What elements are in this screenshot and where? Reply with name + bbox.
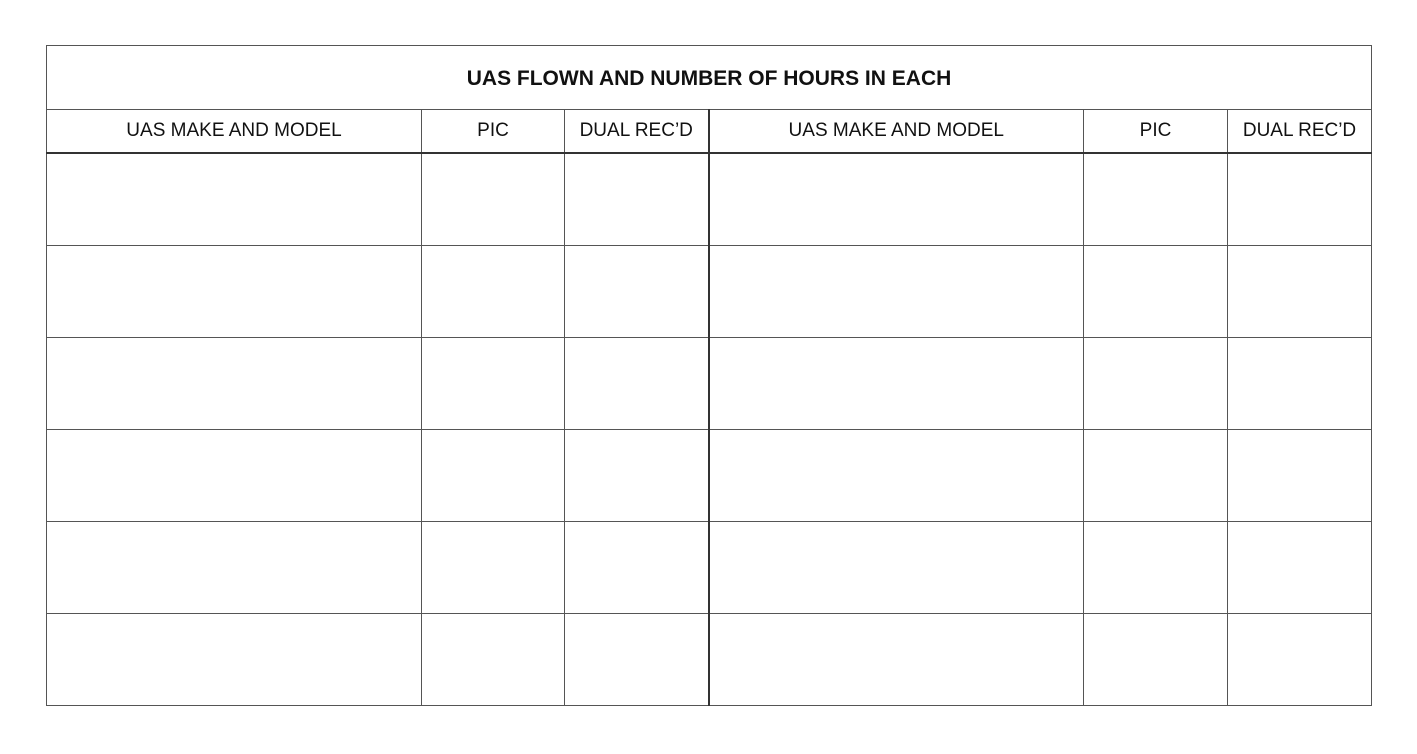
dual-recd-cell[interactable] (565, 338, 709, 430)
table-row (47, 153, 1372, 246)
uas-make-model-cell[interactable] (709, 614, 1084, 706)
uas-make-model-cell[interactable] (47, 430, 422, 522)
pic-cell[interactable] (422, 430, 565, 522)
uas-make-model-cell[interactable] (47, 246, 422, 338)
uas-make-model-cell[interactable] (47, 522, 422, 614)
pic-cell[interactable] (422, 246, 565, 338)
table-row (47, 430, 1372, 522)
uas-make-model-cell[interactable] (709, 246, 1084, 338)
column-header-pic-left: PIC (422, 110, 565, 154)
dual-recd-cell[interactable] (1228, 153, 1372, 246)
uas-hours-table (46, 45, 1372, 706)
dual-recd-cell[interactable] (1228, 430, 1372, 522)
pic-cell[interactable] (422, 153, 565, 246)
pic-cell[interactable] (1084, 153, 1228, 246)
pic-cell[interactable] (1084, 614, 1228, 706)
dual-recd-cell[interactable] (565, 153, 709, 246)
dual-recd-cell[interactable] (1228, 522, 1372, 614)
table-row (47, 614, 1372, 706)
uas-make-model-cell[interactable] (709, 153, 1084, 246)
column-header-pic-right: PIC (1084, 110, 1228, 154)
pic-cell[interactable] (422, 614, 565, 706)
table-title: UAS FLOWN AND NUMBER OF HOURS IN EACH (47, 46, 1372, 110)
pic-cell[interactable] (1084, 430, 1228, 522)
header-row (47, 110, 1372, 154)
uas-make-model-cell[interactable] (47, 153, 422, 246)
uas-make-model-cell[interactable] (709, 522, 1084, 614)
pic-cell[interactable] (1084, 338, 1228, 430)
dual-recd-cell[interactable] (1228, 338, 1372, 430)
pic-cell[interactable] (422, 522, 565, 614)
table-row (47, 522, 1372, 614)
column-header-uas-make-model-left: UAS MAKE AND MODEL (47, 110, 422, 154)
dual-recd-cell[interactable] (565, 522, 709, 614)
uas-make-model-cell[interactable] (709, 430, 1084, 522)
uas-make-model-cell[interactable] (47, 614, 422, 706)
dual-recd-cell[interactable] (565, 246, 709, 338)
pic-cell[interactable] (1084, 522, 1228, 614)
uas-make-model-cell[interactable] (47, 338, 422, 430)
column-header-uas-make-model-right: UAS MAKE AND MODEL (709, 110, 1084, 154)
dual-recd-cell[interactable] (1228, 246, 1372, 338)
dual-recd-cell[interactable] (565, 614, 709, 706)
column-header-dual-recd-right: DUAL REC’D (1228, 110, 1372, 154)
pic-cell[interactable] (1084, 246, 1228, 338)
dual-recd-cell[interactable] (1228, 614, 1372, 706)
table-row (47, 338, 1372, 430)
pic-cell[interactable] (422, 338, 565, 430)
dual-recd-cell[interactable] (565, 430, 709, 522)
column-header-dual-recd-left: DUAL REC’D (565, 110, 709, 154)
uas-make-model-cell[interactable] (709, 338, 1084, 430)
table-row (47, 246, 1372, 338)
